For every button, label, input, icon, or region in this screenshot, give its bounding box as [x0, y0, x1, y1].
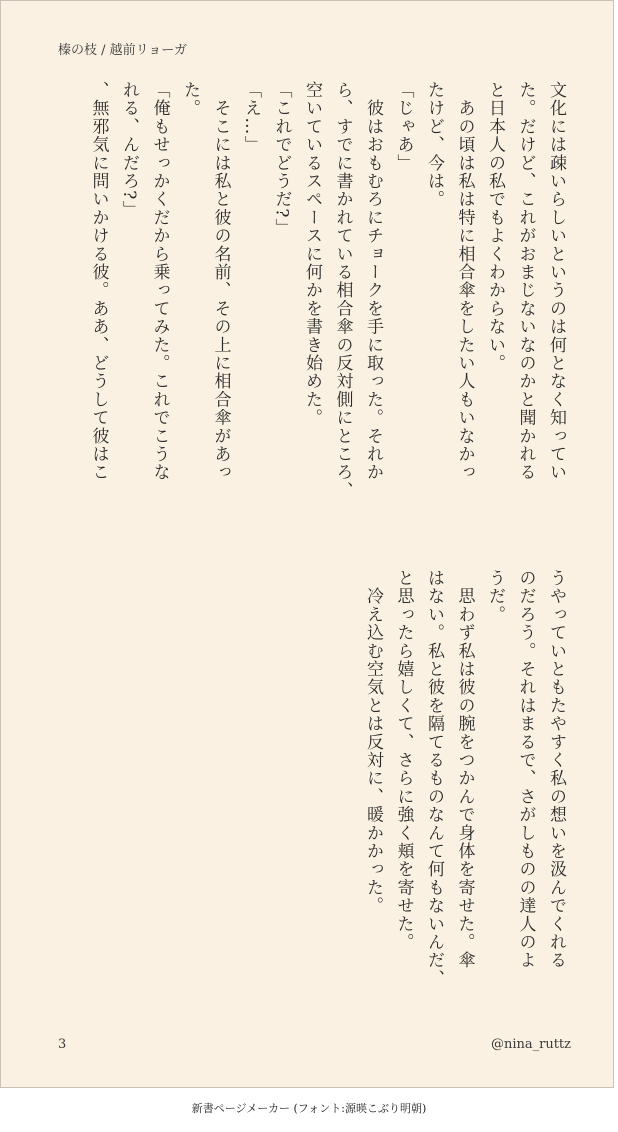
- text-line: 思わず私は彼の腕をつかんで身体を寄せた。傘: [454, 569, 475, 970]
- running-header-title: 榛の枝 / 越前リョーガ: [58, 43, 187, 58]
- text-line: と思ったら嬉しくて、さらに強く頬を寄せた。: [393, 569, 414, 952]
- text-line: 、無邪気に問いかける彼。ああ、どうして彼はこ: [88, 81, 109, 482]
- text-line: た。: [180, 81, 200, 118]
- page-number: 3: [58, 1037, 67, 1052]
- text-line: 空いているスペースに何かを書き始めた。: [302, 81, 322, 427]
- text-line: そこには私と彼の名前、その上に相合傘があっ: [210, 81, 231, 482]
- text-line: たけど、今は。: [424, 81, 444, 209]
- text-line: 彼はおもむろにチョークを手に取った。それか: [363, 81, 383, 482]
- text-line: 「じゃあ」: [393, 81, 414, 172]
- text-line: 文化には疎いらしいというのは何となく知ってい: [546, 81, 566, 482]
- author-handle: @nina_ruttz: [490, 1037, 571, 1052]
- text-line: のだろう。それはまるで、さがしものの達人のよ: [515, 569, 536, 970]
- text-line: 「俺もせっかくだから乗ってみた。これでこうな: [149, 81, 170, 482]
- text-line: はない。私と彼を隔てるものなんて何もないんだ、: [424, 569, 444, 988]
- text-column-bottom: [358, 569, 572, 1009]
- text-line: 「え…」: [241, 81, 261, 154]
- text-line: あの頃は私は特に相合傘をしたい人もいなかっ: [454, 81, 475, 482]
- generator-credit: 新書ページメーカー (フォント:源暎こぶり明朝): [191, 1102, 427, 1115]
- text-line: ら、すでに書かれている相合傘の反対側にところ、: [332, 81, 353, 500]
- text-line: うだ。: [485, 569, 505, 624]
- text-line: れる、んだろ?」: [119, 81, 139, 219]
- text-column-top: [83, 81, 571, 521]
- text-line: た。だけど、これがおまじないなのかと聞かれる: [515, 81, 536, 482]
- text-line: 冷え込む空気とは反対に、暖かかった。: [363, 569, 383, 915]
- text-line: うやっていともたやすく私の想いを汲んでくれる: [546, 569, 566, 970]
- text-line: 「これでどうだ?」: [271, 81, 292, 237]
- text-line: と日本人の私でもよくわからない。: [485, 81, 505, 373]
